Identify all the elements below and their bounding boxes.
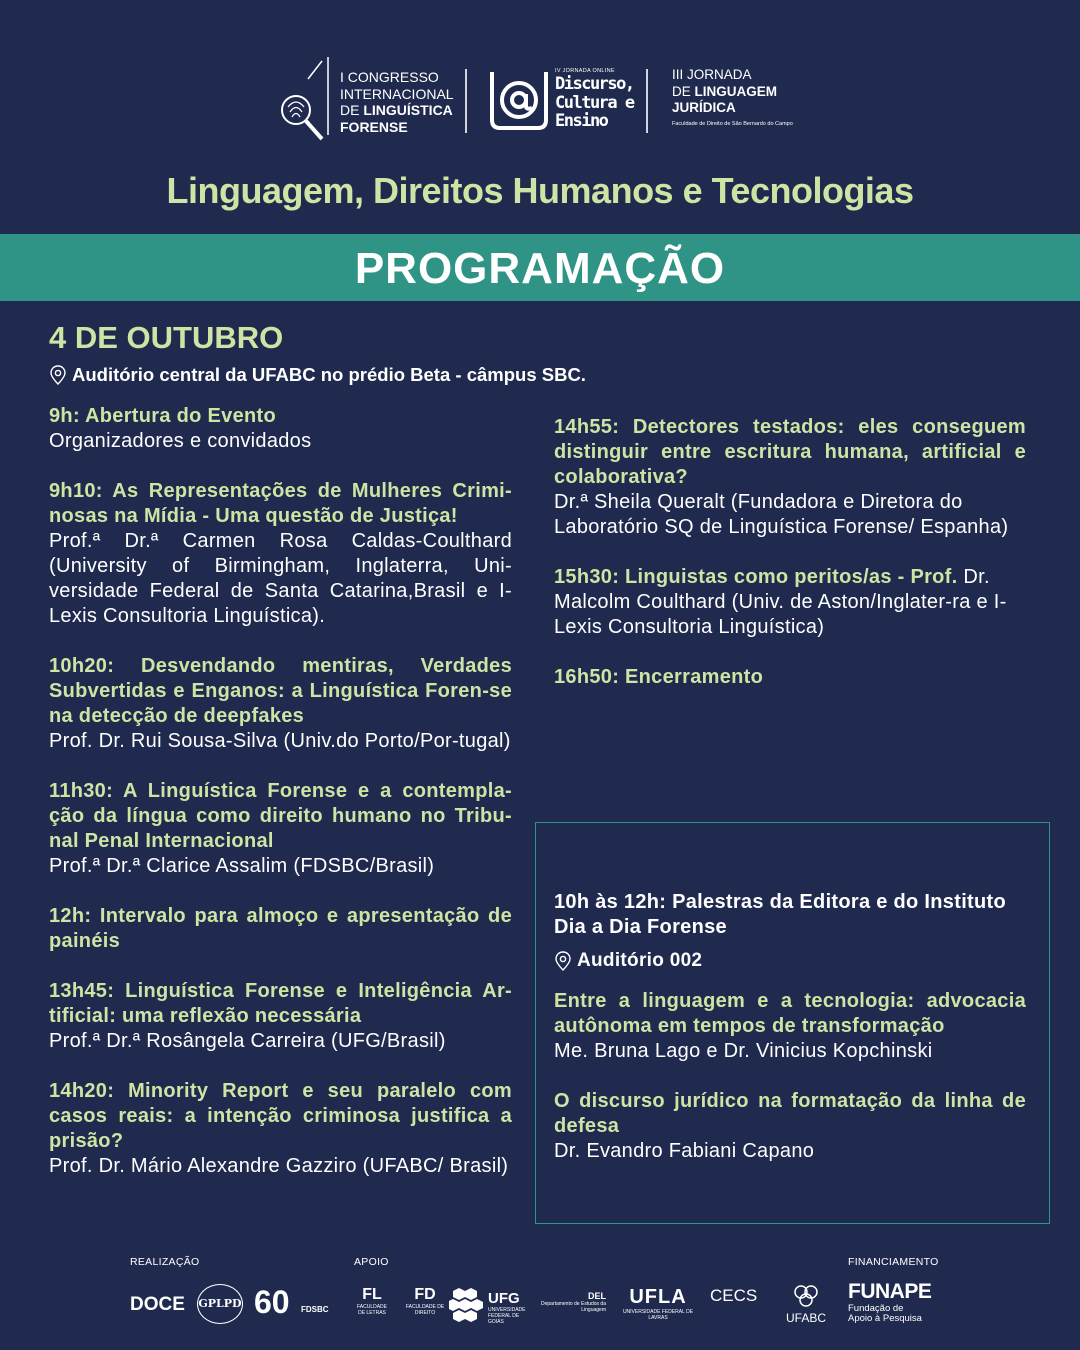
parallel-session-heading: 10h às 12h: Palestras da Editora e do Instituto Dia a Dia Forense (554, 891, 1006, 938)
schedule-item-speaker: Prof.ª Dr.ª Rosângela Carreira (UFG/Brasil) (49, 1030, 446, 1052)
del-logo: DEL Departamento de Estudos da Linguagem (540, 1291, 606, 1313)
schedule-right-column (554, 415, 1026, 715)
talk-item (554, 1089, 1026, 1164)
header-logos (0, 55, 1080, 145)
schedule-item (49, 479, 512, 629)
fl-logo: FL FACULDADE DE LETRAS (356, 1286, 387, 1316)
location-pin-icon (49, 365, 67, 385)
ufabc-logo: UFABC (786, 1311, 827, 1325)
footer-label-realizacao: REALIZAÇÃO (130, 1256, 200, 1268)
schedule-item (49, 779, 512, 879)
gplpd-logo: GPLPD (197, 1284, 243, 1324)
schedule-item-title: 9h: Abertura do Evento (49, 405, 276, 427)
venue-line (49, 364, 586, 386)
schedule-left-column (49, 404, 512, 1204)
schedule-item-speaker: Prof. Dr. Rui Sousa-Silva (Univ.do Porto/Por-tugal) (49, 730, 511, 752)
fingerprint-magnifier-icon (278, 55, 338, 141)
schedule-item (49, 904, 512, 954)
schedule-item-title: 10h20: Desvendando mentiras, Verdades Subvertidas e Enganos: a Linguística Foren-se na detecção de deepfakes (49, 655, 512, 727)
jornada-online-label: IV JORNADA ONLINE (555, 68, 615, 74)
fdsbc-caption: Faculdade de Direito de São Bernardo do Campo (672, 121, 793, 127)
fd-logo: FD FACULDADE DE DIREITO (405, 1286, 445, 1316)
fdsbc-logo: FDSBC (301, 1305, 329, 1314)
schedule-item-speaker: Dr. Malcolm Coulthard (Univ. de Aston/Inglater-ra e I-Lexis Consultoria Linguística) (554, 566, 1007, 638)
event-date: 4 DE OUTUBRO (49, 320, 284, 355)
ufla-logo: UFLA UNIVERSIDADE FEDERAL DE LAVRAS (622, 1286, 694, 1321)
discurso-logo-text: Discurso, Cultura e Ensino (555, 74, 634, 131)
schedule-item-title: 16h50: Encerramento (554, 666, 764, 688)
schedule-item-title: 14h55: Detectores testados: eles conseguem distinguir entre escritura humana, artificial e colaborativa? (554, 416, 1026, 488)
logo-divider (465, 69, 467, 133)
congress-logo-text: I CONGRESSO INTERNACIONAL DE LINGUÍSTICA FORENSE (340, 69, 454, 135)
talk-item (554, 989, 1026, 1064)
parallel-session-venue: Auditório 002 (554, 948, 1026, 973)
schedule-item (554, 665, 1026, 690)
talk-title: Entre a linguagem e a tecnologia: advocacia autônoma em tempos de transformação (554, 990, 1026, 1037)
schedule-item (49, 979, 512, 1054)
schedule-item-speaker: Prof. Dr. Mário Alexandre Gazziro (UFABC/ Brasil) (49, 1155, 509, 1177)
logo-divider (646, 69, 648, 133)
schedule-item-title: 12h: Intervalo para almoço e apresentação de painéis (49, 905, 512, 952)
talk-speaker: Me. Bruna Lago e Dr. Vinicius Kopchinski (554, 1040, 933, 1062)
ufabc-rings-icon (792, 1284, 820, 1308)
footer-label-financiamento: FINANCIAMENTO (848, 1256, 939, 1268)
event-subtitle: Linguagem, Direitos Humanos e Tecnologias (166, 170, 914, 211)
location-pin-icon (554, 951, 572, 971)
talk-title: O discurso jurídico na formatação da linha de defesa (554, 1090, 1026, 1137)
page-title: PROGRAMAÇÃO (354, 244, 726, 293)
jornada-juridica-logo-text: III JORNADA DE LINGUAGEM JURÍDICA (672, 67, 778, 115)
sixty-years-logo: 60 (254, 1284, 290, 1320)
ufg-logo: UFG UNIVERSIDADE FEDERAL DE GOIÁS (488, 1290, 526, 1325)
venue-text: Auditório central da UFABC no prédio Beta - câmpus SBC. (72, 364, 586, 385)
schedule-item (554, 415, 1026, 540)
schedule-item (554, 565, 1026, 640)
parallel-session-content (554, 890, 1026, 1189)
schedule-item (49, 654, 512, 754)
schedule-item-title: 15h30: Linguistas como peritos/as - Prof. (554, 566, 958, 588)
talk-speaker: Dr. Evandro Fabiani Capano (554, 1140, 815, 1162)
cecs-logo: CECS (710, 1286, 758, 1305)
doce-logo: DOCE (130, 1294, 185, 1315)
schedule-item-title: 14h20: Minority Report e seu paralelo com casos reais: a intenção criminosa justifica a prisão? (49, 1080, 512, 1152)
schedule-item-speaker: Prof.ª Dr.ª Carmen Rosa Caldas-Coulthard (University of Birmingham, Inglaterra, Uni-versidade Federal de Santa Catarina,Brasil e I-Lexis Consultoria Linguística). (49, 530, 512, 627)
schedule-item-title: 13h45: Linguística Forense e Inteligência Ar-tificial: uma reflexão necessária (49, 980, 512, 1027)
footer-label-apoio: APOIO (354, 1256, 389, 1268)
at-sign-icon (488, 68, 550, 132)
ufg-hexagon-icon (449, 1286, 485, 1322)
schedule-item-speaker: Dr.ª Sheila Queralt (Fundadora e Diretora do Laboratório SQ de Linguística Forense/ Espanha) (554, 491, 1009, 538)
funape-logo: FUNAPE Fundação de Apoio à Pesquisa (848, 1280, 932, 1324)
schedule-item (49, 1079, 512, 1179)
schedule-item-title: 9h10: As Representações de Mulheres Crimi-nosas na Mídia - Uma questão de Justiça! (49, 480, 512, 527)
schedule-item-title: 11h30: A Linguística Forense e a contempla-ção da língua como direito humano no Tribu-nal Penal Internacional (49, 780, 512, 852)
schedule-item (49, 404, 512, 454)
schedule-item-speaker: Prof.ª Dr.ª Clarice Assalim (FDSBC/Brasil) (49, 855, 435, 877)
schedule-item-speaker: Organizadores e convidados (49, 430, 312, 452)
